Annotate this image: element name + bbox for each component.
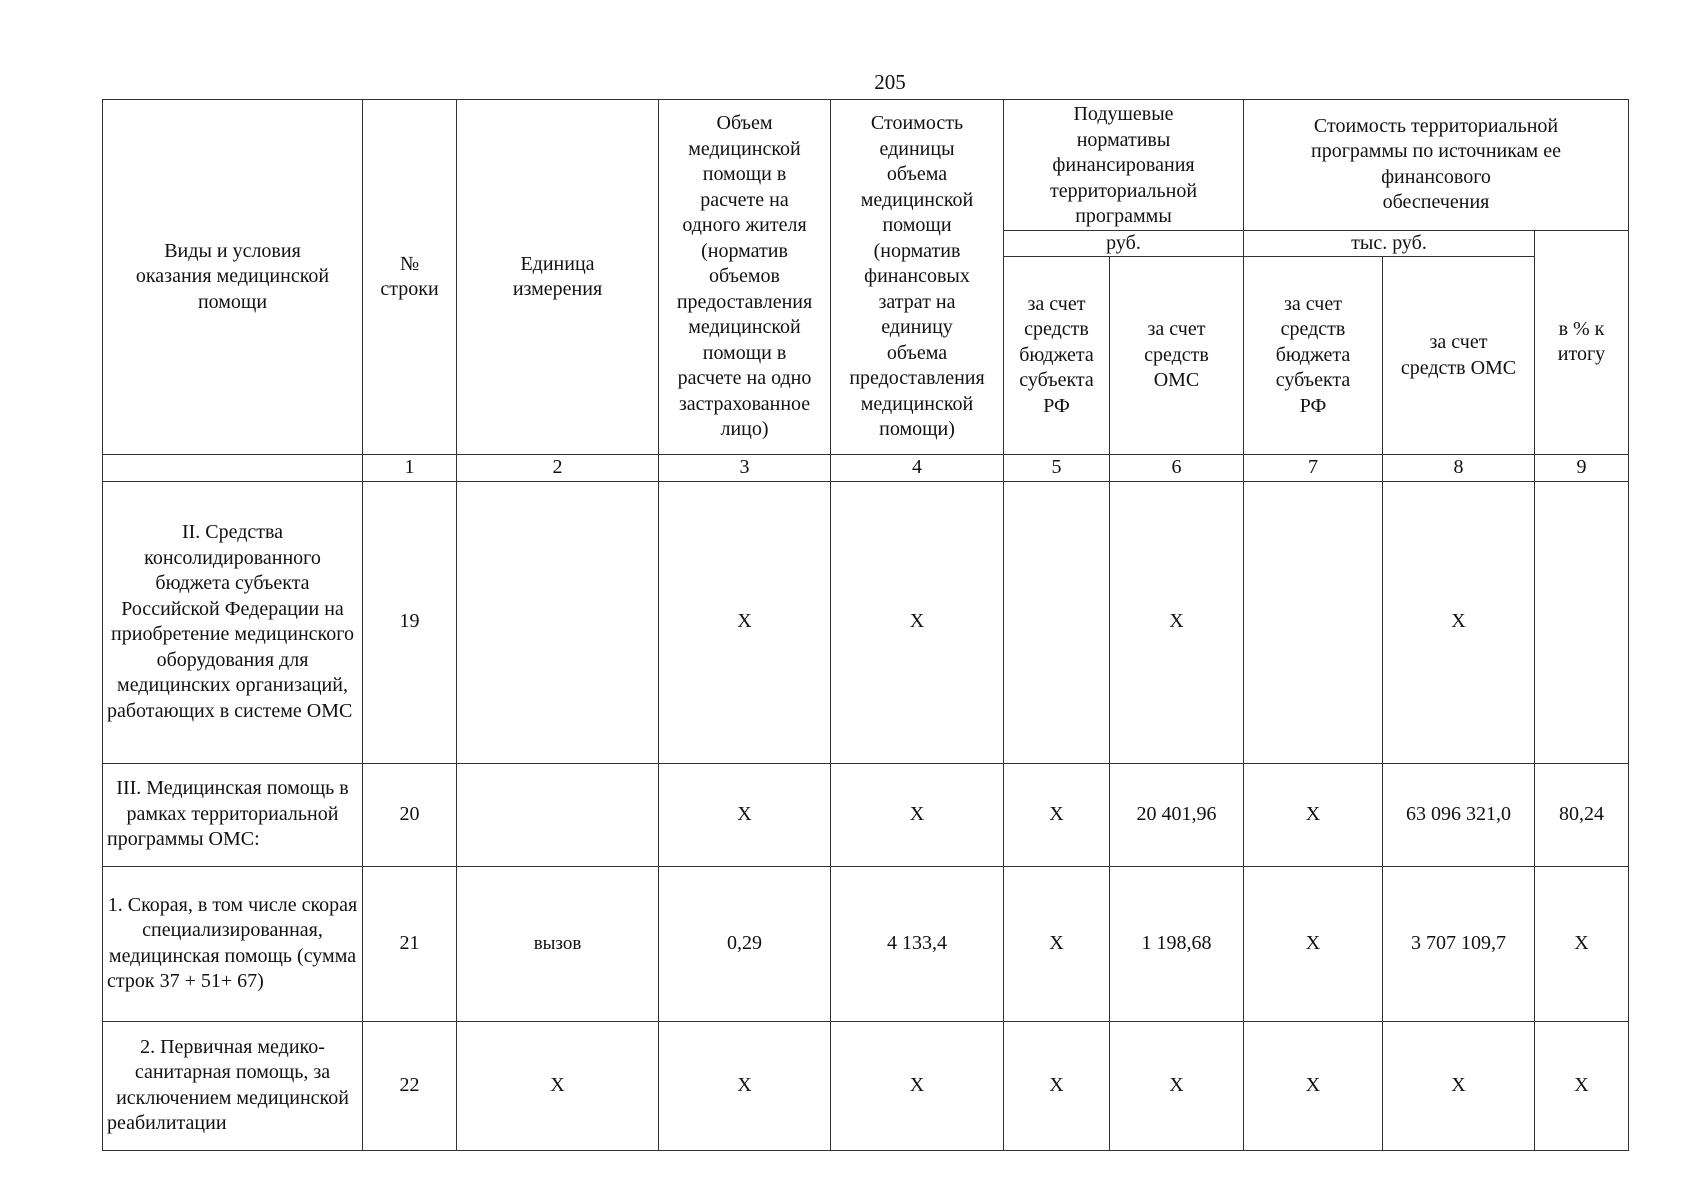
row-kind: 2. Первичная медико-санитарная помощь, за исключением медицинской реабилитации — [103, 1021, 363, 1150]
column-number: 3 — [659, 455, 831, 482]
header-row-number: № строки — [363, 100, 457, 455]
header-oms-rub: за счет средств ОМС — [1110, 257, 1244, 455]
row-cell: X — [659, 763, 831, 866]
table-row — [103, 763, 1629, 866]
page-number: 205 — [874, 70, 906, 94]
row-cell — [1244, 481, 1383, 763]
header-unit-rub: руб. — [1004, 230, 1244, 257]
column-number: 1 — [363, 455, 457, 482]
table-row — [103, 1021, 1629, 1150]
row-cell — [1004, 481, 1110, 763]
row-cell: X — [831, 763, 1004, 866]
row-cell: X — [1110, 481, 1244, 763]
row-cell: X — [1535, 1021, 1629, 1150]
table-row — [103, 481, 1629, 763]
row-cell: X — [1535, 866, 1629, 1021]
row-cell: 20 — [363, 763, 457, 866]
row-cell: 21 — [363, 866, 457, 1021]
row-cell: X — [1383, 1021, 1535, 1150]
row-cell: X — [1004, 866, 1110, 1021]
row-cell: 19 — [363, 481, 457, 763]
row-cell: 0,29 — [659, 866, 831, 1021]
row-cell — [457, 481, 659, 763]
column-number: 8 — [1383, 455, 1535, 482]
column-number: 4 — [831, 455, 1004, 482]
row-cell: 20 401,96 — [1110, 763, 1244, 866]
row-cell: 1 198,68 — [1110, 866, 1244, 1021]
column-number: 5 — [1004, 455, 1110, 482]
row-kind: II. Средства консолидированного бюджета субъекта Российской Федерации на приобретение медицинского оборудования для медицинских организаций, работающих в системе ОМС — [103, 481, 363, 763]
row-cell — [1535, 481, 1629, 763]
header-unit-cost: Стоимость единицы объема медицинской помощи (норматив финансовых затрат на единицу объема предоставления медицинской помощи) — [831, 100, 1004, 455]
row-kind: 1. Скорая, в том числе скорая специализированная, медицинская помощь (сумма строк 37 + 51+ 67) — [103, 866, 363, 1021]
column-number: 6 — [1110, 455, 1244, 482]
row-cell: 63 096 321,0 — [1383, 763, 1535, 866]
row-cell: X — [1383, 481, 1535, 763]
row-cell: X — [1110, 1021, 1244, 1150]
row-cell: X — [457, 1021, 659, 1150]
row-cell: X — [1244, 763, 1383, 866]
row-cell: 3 707 109,7 — [1383, 866, 1535, 1021]
row-cell — [457, 763, 659, 866]
header-per-capita-norms: Подушевые нормативы финансирования территориальной программы — [1004, 100, 1244, 231]
row-cell: 80,24 — [1535, 763, 1629, 866]
row-kind: III. Медицинская помощь в рамках территориальной программы ОМС: — [103, 763, 363, 866]
column-number — [103, 455, 363, 482]
header-oms-thousand: за счет средств ОМС — [1383, 257, 1535, 455]
row-cell: X — [1004, 763, 1110, 866]
header-kind: Виды и условия оказания медицинской помощи — [103, 100, 363, 455]
row-cell: X — [1004, 1021, 1110, 1150]
row-cell: 4 133,4 — [831, 866, 1004, 1021]
column-number-row — [103, 455, 1629, 482]
header-unit: Единица измерения — [457, 100, 659, 455]
column-number: 2 — [457, 455, 659, 482]
financing-table — [102, 99, 1629, 1151]
header-program-cost: Стоимость территориальной программы по источникам ее финансового обеспечения — [1244, 100, 1629, 231]
header-budget-rub: за счет средств бюджета субъекта РФ — [1004, 257, 1110, 455]
row-cell: X — [659, 1021, 831, 1150]
header-percent-of-total: в % к итогу — [1535, 230, 1629, 455]
header-budget-thousand: за счет средств бюджета субъекта РФ — [1244, 257, 1383, 455]
row-cell: вызов — [457, 866, 659, 1021]
header-unit-thousand-rub: тыс. руб. — [1244, 230, 1535, 257]
row-cell: X — [831, 481, 1004, 763]
table-row — [103, 866, 1629, 1021]
row-cell: X — [831, 1021, 1004, 1150]
row-cell: X — [1244, 1021, 1383, 1150]
header-volume: Объем медицинской помощи в расчете на одного жителя (норматив объемов предоставления медицинской помощи в расчете на одно застрахованное лицо) — [659, 100, 831, 455]
column-number: 9 — [1535, 455, 1629, 482]
row-cell: X — [659, 481, 831, 763]
column-number: 7 — [1244, 455, 1383, 482]
row-cell: X — [1244, 866, 1383, 1021]
row-cell: 22 — [363, 1021, 457, 1150]
